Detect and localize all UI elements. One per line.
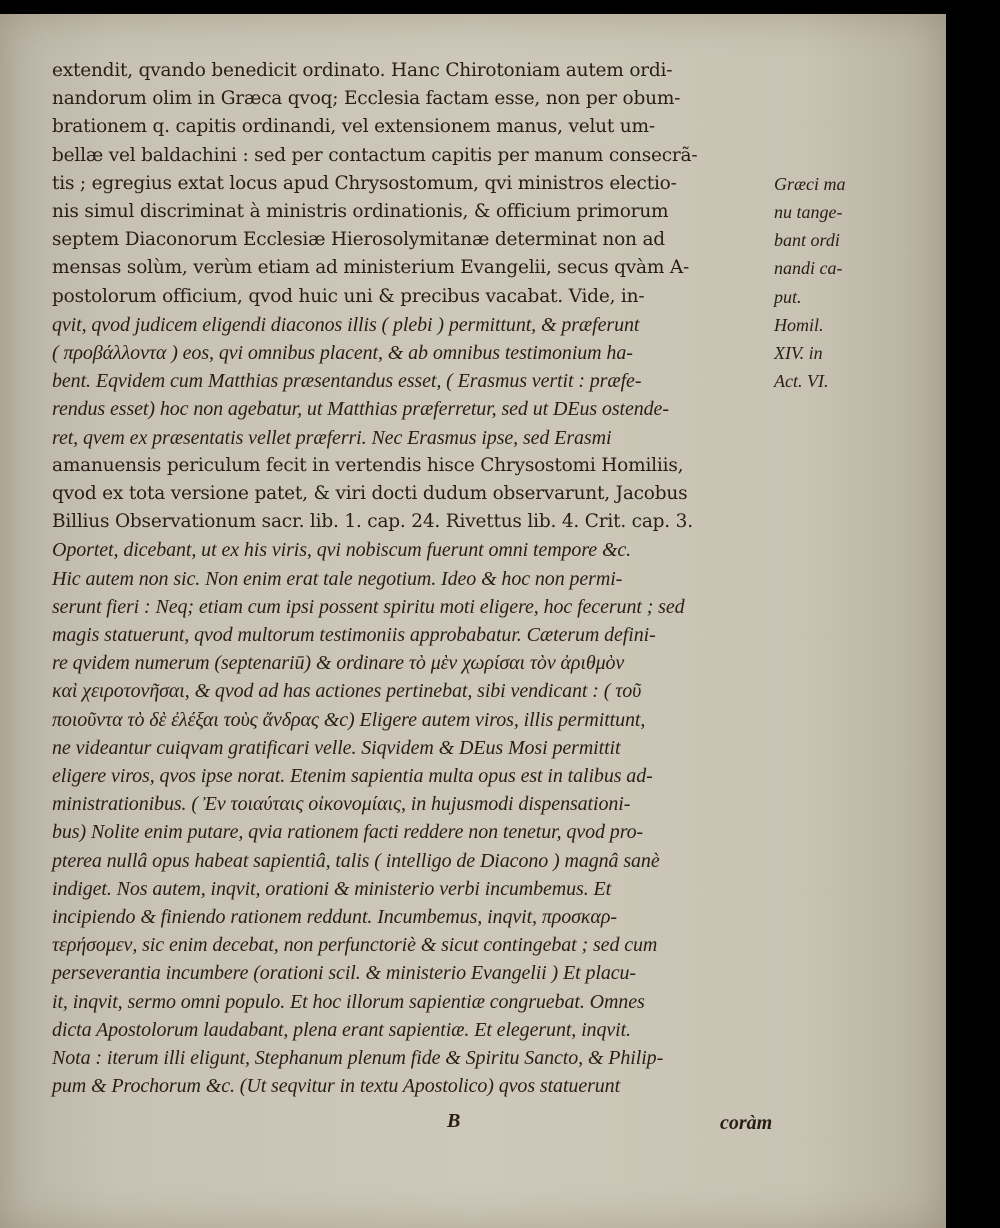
text-line: ministrationibus. ( Ἐν τοιαύταις οἰκονομίαις, in hujusmodi dispensationi- <box>52 793 631 816</box>
text-line: pum & Prochorum &c. (Ut seqvitur in textu Apostolico) qvos statuerunt <box>52 1075 621 1098</box>
margin-note: bant ordi <box>774 230 840 251</box>
text-line: καὶ χειροτονῆσαι, & qvod ad has actiones pertinebat, sibi vendicant : ( τοῦ <box>52 680 642 703</box>
text-line: indiget. Nos autem, inqvit, orationi & ministerio verbi incumbemus. Et <box>52 877 612 900</box>
text-line: nis simul discriminat à ministris ordinationis, & officium primorum <box>52 201 669 222</box>
text-line: τερήσομεν, sic enim decebat, non perfunctoriè & sicut contingebat ; sed cum <box>52 934 658 957</box>
text-line: bus) Nolite enim putare, qvia rationem facti reddere non tenetur, qvod pro- <box>52 821 644 844</box>
text-line: postolorum officium, qvod huic uni & precibus vacabat. Vide, in- <box>52 285 645 307</box>
signature-mark: B <box>447 1110 461 1132</box>
text-line: mensas solùm, verùm etiam ad ministerium Evangelii, secus qvàm A- <box>52 257 690 279</box>
text-line: Oportet, dicebant, ut ex his viris, qvi nobiscum fuerunt omni tempore &c. <box>52 539 632 562</box>
text-line: magis statuerunt, qvod multorum testimoniis approbabatur. Cæterum defini- <box>52 624 656 646</box>
text-line: it, inqvit, sermo omni populo. Et hoc illorum sapientiæ congruebat. Omnes <box>52 990 645 1013</box>
text-line: bellæ vel baldachini : sed per contactum capitis per manum consecrã- <box>52 144 698 166</box>
margin-note: nu tange- <box>774 202 843 222</box>
catchword: coràm <box>720 1112 773 1134</box>
text-line: dicta Apostolorum laudabant, plena erant sapientiæ. Et elegerunt, inqvit. <box>52 1018 631 1041</box>
text-line: Hic autem non sic. Non enim erat tale negotium. Ideo & hoc non permi- <box>52 567 623 590</box>
margin-note: put. <box>774 286 802 307</box>
text-line: perseverantia incumbere (orationi scil. & ministerio Evangelii ) Et placu- <box>52 962 636 985</box>
text-line: Billius Observationum sacr. lib. 1. cap. 24. Rivettus lib. 4. Crit. cap. 3. <box>52 511 693 533</box>
text-line: bent. Eqvidem cum Matthias præsentandus esset, ( Erasmus vertit : præfe- <box>52 370 642 393</box>
text-line: qvit, qvod judicem eligendi diaconos illis ( plebi ) permittunt, & præferunt <box>52 313 640 336</box>
text-line: extendit, qvando benedicit ordinato. Hanc Chirotoniam autem ordi- <box>52 60 673 81</box>
text-line: qvod ex tota versione patet, & viri docti dudum observarunt, Jacobus <box>52 483 688 504</box>
book-page <box>0 14 946 1228</box>
text-line: amanuensis periculum fecit in vertendis hisce Chrysostomi Homiliis, <box>52 454 684 476</box>
text-line: tis ; egregius extat locus apud Chrysostomum, qvi ministros electio- <box>52 172 677 194</box>
margin-note: XIV. in <box>774 343 823 363</box>
text-line: eligere viros, qvos ipse norat. Etenim sapientia multa opus est in talibus ad- <box>52 765 653 787</box>
scan-border <box>946 14 1000 1228</box>
text-line: ne videantur cuiqvam gratificari velle. Siqvidem & DEus Mosi permittit <box>52 736 621 759</box>
margin-note: Act. VI. <box>774 371 829 392</box>
text-line: ret, qvem ex præsentatis vellet præferri. Nec Erasmus ipse, sed Erasmi <box>52 426 612 449</box>
text-line: incipiendo & finiendo rationem reddunt. Incumbemus, inqvit, προσκαρ- <box>52 906 617 928</box>
text-line: pterea nullâ opus habeat sapientiâ, talis ( intelligo de Diacono ) magnâ sanè <box>52 849 660 872</box>
text-line: rendus esset) hoc non agebatur, ut Matthias præferretur, sed ut DEus ostende- <box>52 398 669 421</box>
text-line: brationem q. capitis ordinandi, vel extensionem manus, velut um- <box>52 116 655 138</box>
margin-note: Græci ma <box>774 173 846 194</box>
text-line: nandorum olim in Græca qvoq; Ecclesia factam esse, non per obum- <box>52 88 681 110</box>
text-line: ( προβάλλοντα ) eos, qvi omnibus placent, & ab omnibus testimonium ha- <box>52 342 633 364</box>
margin-note: Homil. <box>774 314 824 335</box>
text-line: Nota : iterum illi eligunt, Stephanum plenum fide & Spiritu Sancto, & Philip- <box>52 1047 664 1069</box>
text-line: ποιοῦντα τὸ δὲ ἐλέξαι τοὺς ἄνδρας &c) Eligere autem viros, illis permittunt, <box>52 708 646 731</box>
margin-note: nandi ca- <box>774 258 843 279</box>
text-line: serunt fieri : Neq; etiam cum ipsi possent spiritu moti eligere, hoc fecerunt ; sed <box>52 595 685 618</box>
text-line: septem Diaconorum Ecclesiæ Hierosolymitanæ determinat non ad <box>52 229 665 251</box>
text-line: re qvidem numerum (septenariū) & ordinare τὸ μὲν χωρίσαι τὸν ἀριθμὸν <box>52 652 625 675</box>
